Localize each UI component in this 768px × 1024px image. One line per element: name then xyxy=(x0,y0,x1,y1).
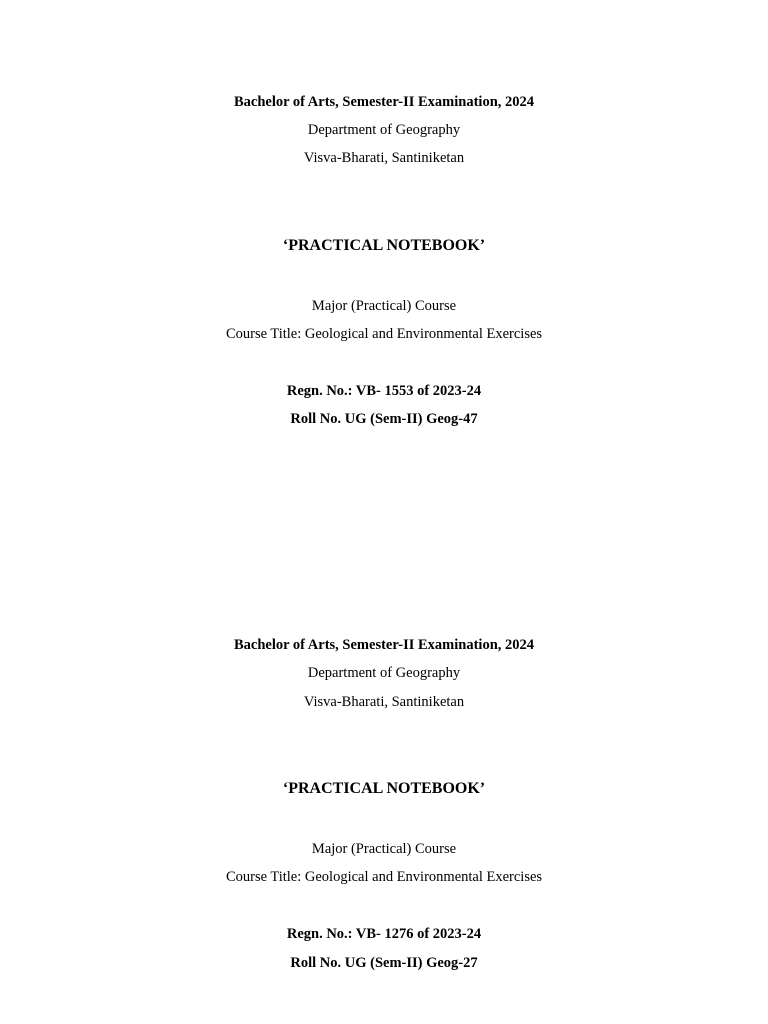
exam-heading: Bachelor of Arts, Semester-II Examination, 2024 xyxy=(233,637,535,653)
university-name: Visva-Bharati, Santiniketan xyxy=(303,150,465,166)
university-name: Visva-Bharati, Santiniketan xyxy=(303,694,465,710)
course-type: Major (Practical) Course xyxy=(311,298,457,314)
department-name: Department of Geography xyxy=(307,122,461,138)
exam-heading: Bachelor of Arts, Semester-II Examination, 2024 xyxy=(233,94,535,110)
roll-number: Roll No. UG (Sem-II) Geog-47 xyxy=(290,411,478,427)
notebook-title: ‘PRACTICAL NOTEBOOK’ xyxy=(282,237,486,254)
roll-number: Roll No. UG (Sem-II) Geog-27 xyxy=(290,955,478,971)
notebook-title: ‘PRACTICAL NOTEBOOK’ xyxy=(282,780,486,797)
course-type: Major (Practical) Course xyxy=(311,841,457,857)
course-title: Course Title: Geological and Environmental Exercises xyxy=(225,869,543,885)
registration-number: Regn. No.: VB- 1276 of 2023-24 xyxy=(286,926,482,942)
course-title: Course Title: Geological and Environmental Exercises xyxy=(225,326,543,342)
registration-number: Regn. No.: VB- 1553 of 2023-24 xyxy=(286,383,482,399)
department-name: Department of Geography xyxy=(307,665,461,681)
